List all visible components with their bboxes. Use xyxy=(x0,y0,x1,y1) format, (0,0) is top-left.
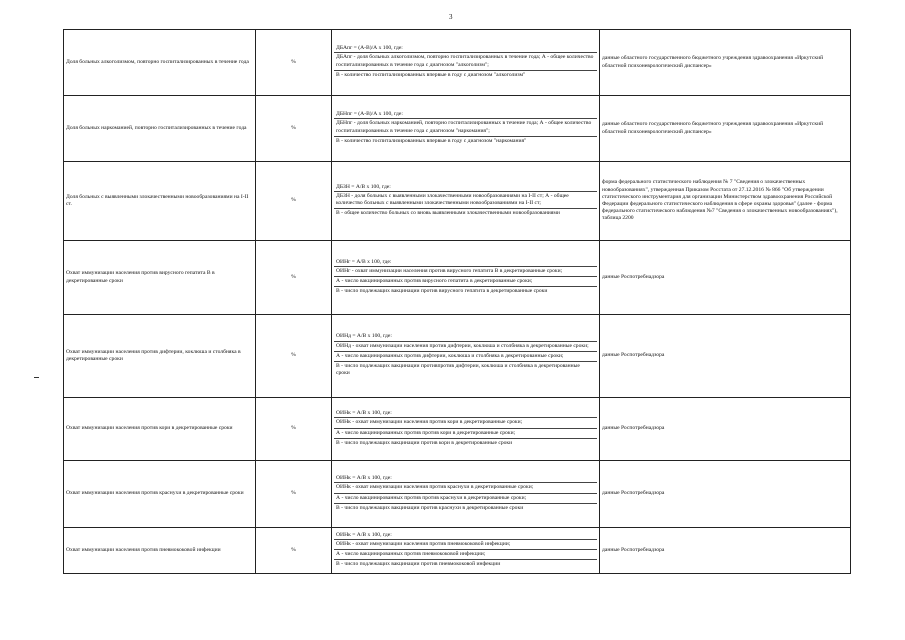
unit-cell: % xyxy=(256,528,332,574)
unit-cell: % xyxy=(256,30,332,96)
page-number: 3 xyxy=(449,13,453,21)
indicator-cell: Охват иммунизации населения против кори в декретированные сроки xyxy=(64,398,256,461)
formula-definition: А - число вакцинированных против пневмококовой инфекции; xyxy=(334,549,597,559)
formula-expression: ОИНк = А/В х 100, где: xyxy=(336,531,392,538)
indicator-cell: Охват иммунизации населения против краснухи в декретированные сроки xyxy=(64,461,256,528)
table-row xyxy=(64,461,851,528)
formula-expression: ДБАпг = (А-В)/А х 100, где: xyxy=(336,45,403,52)
indicator-cell: Охват иммунизации населения против вирусного гепатита В в декретированные сроки xyxy=(64,241,256,315)
table-row xyxy=(64,96,851,162)
table-row xyxy=(64,315,851,398)
formula-definition: ОИНк - охват иммунизации населения против кори в декретированные сроки; xyxy=(334,417,597,427)
table-row xyxy=(64,241,851,315)
formula-definition: В - общее количество больных со вновь выявленными злокачественными новообразованиями xyxy=(334,208,597,218)
table-row xyxy=(64,398,851,461)
indicator-cell: Охват иммунизации населения против дифтерии, коклюша и столбняка в декретированные сроки xyxy=(64,315,256,398)
formula-definition: А - число вакцинированных против дифтерии, коклюша и столбняка в декретированные сроки; xyxy=(334,351,597,361)
formula-cell xyxy=(332,528,600,574)
source-cell: данные Роспотребнадзора xyxy=(600,461,851,528)
source-cell: данные Роспотребнадзора xyxy=(600,241,851,315)
table-row xyxy=(64,162,851,241)
formula-definition: В - количество госпитализированных впервые в году с диагнозом "алкоголизм" xyxy=(334,70,597,80)
formula-definition: А - число вакцинированных против против краснухи в декретированные сроки; xyxy=(334,493,597,503)
formula-cell xyxy=(332,461,600,528)
source-cell: данные Роспотребнадзора xyxy=(600,315,851,398)
unit-cell: % xyxy=(256,96,332,162)
formula-definition: А - число вакцинированных против вирусного гепатита в декретированные сроки; xyxy=(334,276,597,286)
formula-definition: ДБЗН - доля больных с выявленными злокачественными новообразованиями на I-II ст; А - общее количество больных с выявленными злокачественными новообразованиями на I-II ст; xyxy=(334,191,597,208)
formula-cell xyxy=(332,315,600,398)
indicator-cell: Доля больных с выявленными злокачественными новообразованиями на I-II ст. xyxy=(64,162,256,241)
formula-definition: В - число подлежащих вакцинации против кори в декретированные сроки xyxy=(334,438,597,448)
unit-cell: % xyxy=(256,241,332,315)
table-row xyxy=(64,528,851,574)
table-row xyxy=(64,30,851,96)
formula-definition: ДБАпг - доля больных алкоголизмом, повторно госпитализированных в течение года; А - общее количество госпитализированных в течение года с диагнозом "алкоголизм"; xyxy=(334,52,597,69)
source-cell: данные Роспотребнадзора xyxy=(600,398,851,461)
indicator-cell: Доля больных наркоманией, повторно госпитализированных в течение года xyxy=(64,96,256,162)
formula-expression: ОИНд = А/В х 100, где: xyxy=(336,333,392,340)
unit-cell: % xyxy=(256,162,332,241)
formula-definition: А - число вакцинированных против против кори в декретированные сроки; xyxy=(334,428,597,438)
source-cell: данные областного государственного бюджетного учреждения здравоохранения «Иркутский областной психоневрологический диспансер» xyxy=(600,96,851,162)
formula-cell xyxy=(332,162,600,241)
formula-definition: В - число подлежащих вакцинации против вирусного гепатита в декретированные сроки xyxy=(334,286,597,296)
formula-definition: В - количество госпитализированных впервые в году с диагнозом "наркомания" xyxy=(334,136,597,146)
formula-cell xyxy=(332,398,600,461)
formula-cell xyxy=(332,96,600,162)
formula-definition: В - число подлежащих вакцинации противпротив дифтерии, коклюша и столбняка в декретированные сроки xyxy=(334,361,597,378)
formula-expression: ОИНк = А/В х 100, где: xyxy=(336,410,392,417)
unit-cell: % xyxy=(256,461,332,528)
margin-mark xyxy=(34,377,39,378)
formula-definition: ОИНд - охват иммунизации населения против дифтерии, коклюша и столбняка в декретированные сроки; xyxy=(334,341,597,351)
indicators-table xyxy=(63,29,851,574)
formula-definition: В - число подлежащих вакцинации против краснухи в декретированные сроки xyxy=(334,503,597,513)
formula-definition: ОИНк - охват иммунизации населения против пневмококовой инфекции; xyxy=(334,539,597,549)
formula-expression: ОИНг = А/В х 100, где: xyxy=(336,258,392,265)
formula-expression: ДБЗН = А/В х 100, где: xyxy=(336,183,391,190)
source-cell: данные областного государственного бюджетного учреждения здравоохранения «Иркутский областной психоневрологический диспансер» xyxy=(600,30,851,96)
indicator-cell: Доля больных алкоголизмом, повторно госпитализированных в течение года xyxy=(64,30,256,96)
unit-cell: % xyxy=(256,398,332,461)
formula-definition: ОИНг - охват иммунизации населения против вирусного гепатита В в декретированные сроки; xyxy=(334,266,597,276)
unit-cell: % xyxy=(256,315,332,398)
formula-expression: ДБНпг = (А-В)/А х 100, где: xyxy=(336,111,403,118)
formula-definition: ДБНпг - доля больных наркоманией, повторно госпитализированных в течение года; А - общее количество госпитализированных в течение года с диагнозом "наркомания"; xyxy=(334,118,597,135)
source-cell: данные Роспотребнадзора xyxy=(600,528,851,574)
formula-expression: ОИНк = А/В х 100, где: xyxy=(336,475,392,482)
source-cell: форма федерального статистического наблюдения № 7 "Сведения о злокачественных новообразованиях", утвержденная Приказом Росстата от 27.12.2016 № 866 "Об утверждении статистического инструментария для организации Министерством здравоохранения Российской Федерации федерального статистического наблюдения в сфере охраны здоровья" (далее - форма федерального статистического наблюдения №7 "Сведения о злокачественных новообразованиях"), таблица 2200 xyxy=(600,162,851,241)
formula-definition: В - число подлежащих вакцинации против пневмококовой инфекции xyxy=(334,559,597,569)
formula-cell xyxy=(332,241,600,315)
indicator-cell: Охват иммунизации населения против пневмококовой инфекции xyxy=(64,528,256,574)
formula-cell xyxy=(332,30,600,96)
formula-definition: ОИНк - охват иммунизации населения против краснухи в декретированные сроки; xyxy=(334,482,597,492)
